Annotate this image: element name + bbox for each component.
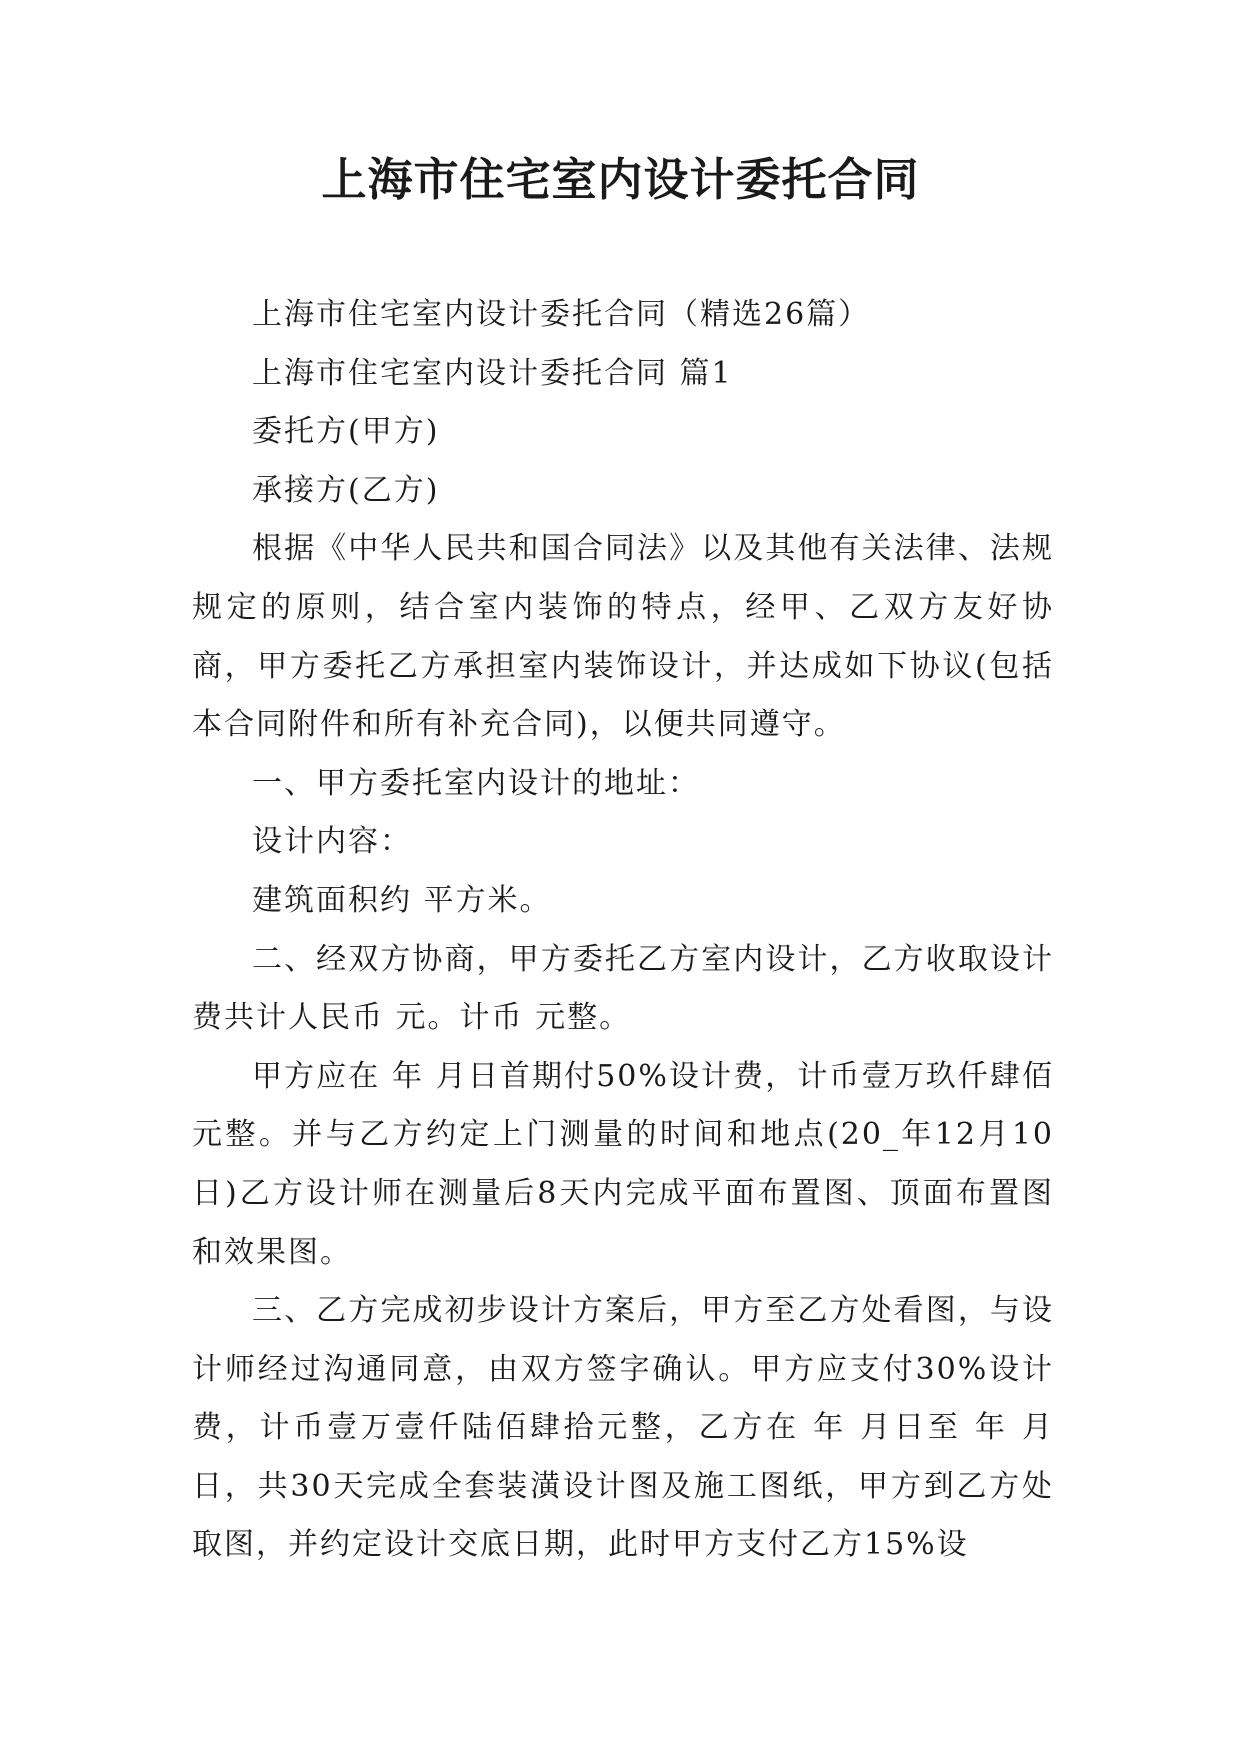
paragraph-design-content: 设计内容：: [252, 824, 412, 860]
paragraph-party-a: 委托方(甲方): [252, 414, 440, 450]
paragraph-building-area: 建筑面积约 平方米。: [252, 882, 552, 918]
paragraph-heading-part-1: 上海市住宅室内设计委托合同 篇1: [252, 355, 733, 391]
document-title: 上海市住宅室内设计委托合同: [321, 153, 920, 206]
paragraph-preamble: 根据《中华人民共和国合同法》以及其他有关法律、法规规定的原则，结合室内装饰的特点，经甲、乙双方友好协商，甲方委托乙方承担室内装饰设计，并达成如下协议(包括本合同附件和所有补充合同)，以便共同遵守。: [192, 531, 1054, 743]
paragraph-party-b: 承接方(乙方): [252, 472, 440, 508]
paragraph-first-payment: 甲方应在 年 月日首期付50%设计费，计币壹万玖仟肆佰元整。并与乙方约定上门测量的时间和地点(20_年12月10日)乙方设计师在测量后8天内完成平面布置图、顶面布置图和效果图。: [192, 1058, 1054, 1270]
paragraph-heading-collection: 上海市住宅室内设计委托合同（精选26篇）: [252, 297, 871, 332]
document-body: [192, 286, 1054, 1575]
paragraph-clause-2-fee: 二、经双方协商，甲方委托乙方室内设计，乙方收取设计费共计人民币 元。计币 元整。: [192, 941, 1054, 1036]
paragraph-clause-1-address: 一、甲方委托室内设计的地址：: [252, 765, 700, 801]
paragraph-clause-3-design: 三、乙方完成初步设计方案后，甲方至乙方处看图，与设计师经过沟通同意，由双方签字确认。甲方应支付30%设计费，计币壹万壹仟陆佰肆拾元整，乙方在 年 月日至 年 月日，共30天完成全套装潢设计图及施工图纸，甲方到乙方处取图，并约定设计交底日期，此时甲方支付乙方15%设: [192, 1293, 1054, 1563]
